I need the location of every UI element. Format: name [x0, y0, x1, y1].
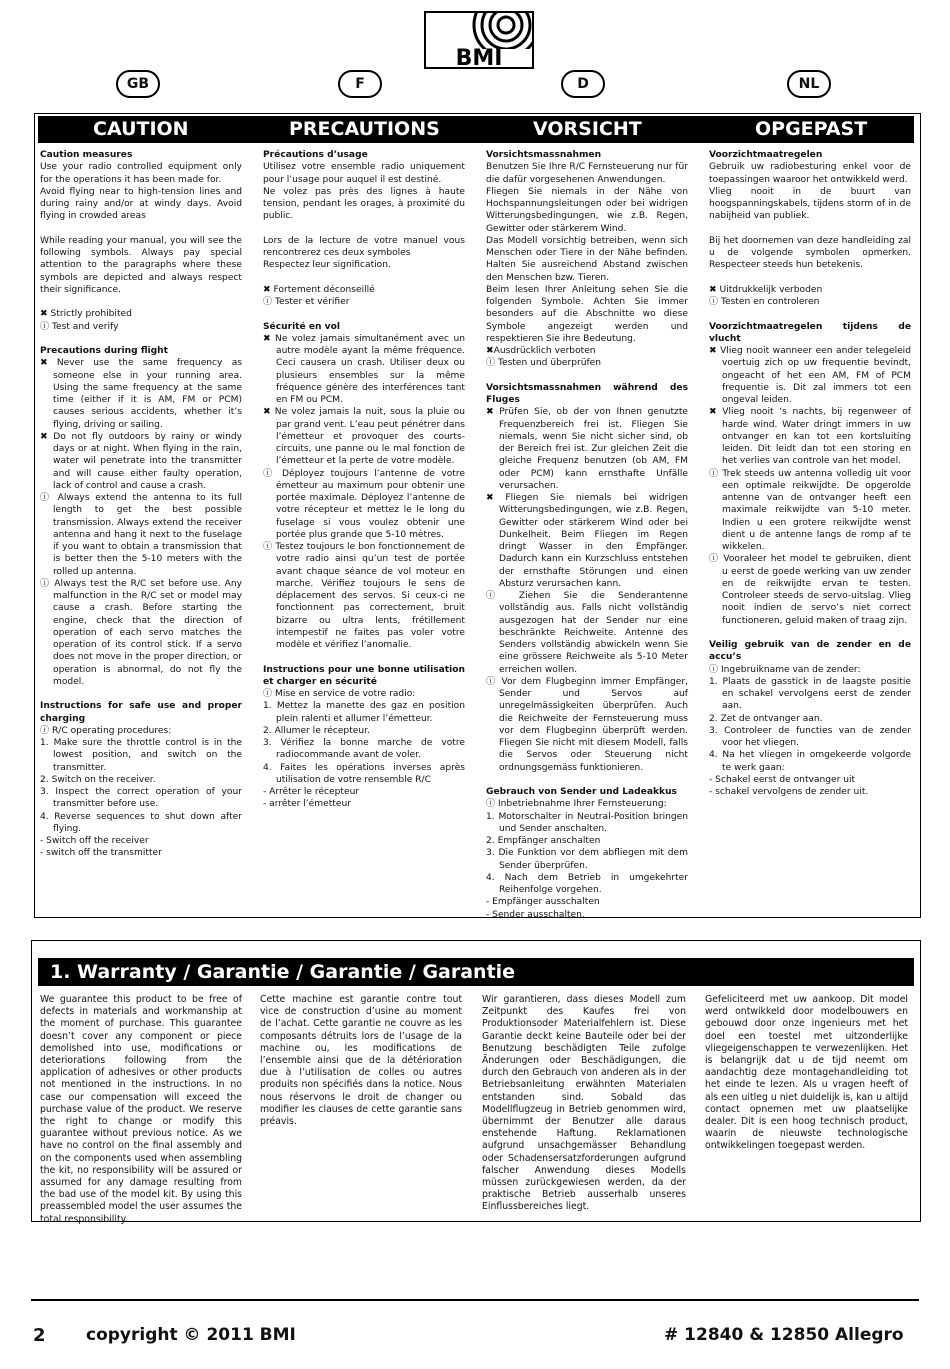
paragraph: ✖ Strictly prohibited — [40, 309, 132, 320]
paragraph: - Switch off the receiver — [40, 836, 149, 846]
header-caution: CAUTION — [93, 118, 189, 140]
footer-rule — [31, 1299, 919, 1301]
paragraph: Vlieg nooit in de buurt van hoogspanningskabels, tijdens storm of in de nabijheid van publiek. — [709, 186, 911, 222]
section-heading: Précautions d’usage — [263, 150, 368, 160]
paragraph: Beim lesen Ihrer Anleitung sehen Sie die folgenden Symbole. Achten Sie immer besonders auf die Abschnitte wo diese Symbole angezeigt werden und respektieren Sie ihre Bedeutung. — [486, 284, 688, 344]
paragraph: ✖ Ne volez jamais la nuit, sous la pluie ou par grand vent. L’eau peut pénétrer dans l’émetteur et provoquer des courts-circuits, une panne ou le mal fonction de l’émetteur et la perte de votre modèle. — [263, 407, 465, 467]
paragraph: ⓘ Mise en service de votre radio: — [263, 689, 416, 699]
paragraph: ⓘ Testen en controleren — [709, 297, 820, 307]
spacer — [40, 333, 242, 345]
paragraph: 3. Controleer de functies van de zender voor het vliegen. — [709, 725, 911, 748]
section-heading: Voorzichtmaatregelen — [709, 150, 823, 160]
paragraph: 4. Reverse sequences to shut down after flying. — [40, 811, 242, 834]
paragraph: 3. Inspect the correct operation of your transmitter before use. — [40, 787, 242, 810]
paragraph: ⓘ Inbetriebnahme Ihrer Fernsteuerung: — [486, 799, 667, 810]
paragraph: Respectez leur signification. — [263, 260, 391, 271]
paragraph: ⓘ Ziehen Sie die Senderantenne vollständig aus. Falls nicht vollständig ausgezogen hat der Sender nur eine beschränkte Reichweite. Antenne des Senders vollständig abwickeln wenn Sie eine grössere Reichweite als 5-10 Meter erreichen wollen. — [486, 591, 688, 675]
bmi-logo — [424, 11, 534, 69]
page-number: 2 — [33, 1325, 46, 1346]
spacer — [709, 627, 911, 639]
paragraph: ⓘ Always test the R/C set before use. Any malfunction in the R/C set or model may cause a crash. Before starting the engine, check that the direction of operation of each servo matches the operation of its control stick. If a servo does not move in the proper direction, or operation is abnormal, do not fly the model. — [40, 578, 242, 687]
paragraph: - switch off the transmitter — [40, 848, 162, 859]
header-precautions: PRECAUTIONS — [289, 118, 440, 140]
section-heading: Sécurité en vol — [263, 321, 340, 332]
lang-badge-gb: GB — [116, 70, 160, 98]
paragraph: 1. Mettez la manette des gaz en position plein ralenti et allumer l’émetteur. — [263, 701, 465, 724]
spacer — [486, 774, 688, 786]
paragraph: ⓘ Testen und überprüfen — [486, 358, 602, 369]
section-heading: Gebrauch von Sender und Ladeakkus — [486, 787, 677, 797]
lang-badge-f: F — [338, 70, 382, 98]
paragraph: ✖ Fortement déconseillé — [263, 284, 375, 295]
paragraph: Avoid flying near to high-tension lines and during rainy and/or at windy days. Avoid flying in crowded areas — [40, 186, 242, 222]
spacer — [40, 296, 242, 308]
paragraph: ✖ Uitdrukkelijk verboden — [709, 284, 823, 295]
paragraph: Use your radio controlled equipment only for the operations it has been made for. — [40, 162, 242, 185]
paragraph: ✖ Prüfen Sie, ob der von Ihnen genutzte Frequenzbereich frei ist. Fliegen Sie niemals, wenn Sie nicht sicher sind, ob der Bereich frei ist. Zur gleichen Zeit die gleiche Frequenz benutzen (ob AM, FM oder PCM) kann ernsthafte Unfälle verursachen. — [486, 407, 688, 491]
paragraph: - arrêter l’émetteur — [263, 799, 351, 810]
paragraph: 3. Die Funktion vor dem abfliegen mit dem Sender überprüfen. — [486, 848, 688, 871]
spacer — [40, 223, 242, 235]
paragraph: ⓘ Vooraleer het model te gebruiken, dient u eerst de goede werking van uw zender en de reikwijdte ervan te testen. Controleer steeds de servo-uitslag. Vlieg nooit indien de servo’s niet correct functioneren, geluid maken of traag zijn. — [709, 554, 911, 626]
warranty-text-german: Wir garantieren, dass dieses Modell zum Zeitpunkt des Kaufes frei von Produktionsoder Materialfehlern ist. Diese Garantie deckt keine Bauteile oder bei der Benutzung beschädigten Teile zufolge Änderungen oder Beschädigungen, die durch den Gebrauch von anderen als in der Betriebsanleitung erwähnten Materialen entstanden sind. Sobald das Modellflugzeug in Betrieb genommen wird, übernimmt der Benutzer alle daraus enstehende Haftung. Reklamationen aufgrund unsachgemässer Behandlung oder Schadensersatzforderungen aufgrund falscher Anwendung dieses Modells müssen zurückgewiesen werden, da der praktische Betrieb ausserhalb unseres Einflussbereiches liegt. — [482, 994, 686, 1213]
copyright-text: copyright © 2011 BMI — [86, 1325, 296, 1345]
paragraph: ⓘ Déployez toujours l’antenne de votre émetteur au maximum pour obtenir une portée maximale. Déployez l’antenne de votre récepteur et mettez le le long du fuselage si vous voulez obtenir une portée plus grande que 5-10 mètres. — [263, 468, 465, 540]
paragraph: ⓘ R/C operating procedures: — [40, 725, 172, 736]
paragraph: ✖ Never use the same frequency as someone else in your running area. Using the same frequency at the same time (either if it is AM, FM or PCM) causes serious accidents, whether it’s flying, driving or sailing. — [40, 358, 242, 430]
paragraph: Gebruik uw radiobesturing enkel voor de toepassingen waaroor het ontwikkeld werd. — [709, 162, 911, 185]
paragraph: 1. Make sure the throttle control is in the lowest position, and switch on the transmitter. — [40, 738, 242, 773]
warranty-text-english: We guarantee this product to be free of defects in materials and workmanship at the moment of purchase. This guarantee doesn’t cover any component or piece demolished into use, modifications or deteriorations following from the application of adhesives or other products not mentioned in the instructions. In no case our compensation will exceed the purchase value of the product. We reserve the right to change or modify this guarantee without previous notice. As we have no control on the final assembly and on the components used when assembling the kit, no responsibility will be assured or assumed for any damage resulting from the bad use of the model kit. By using this preassembled model the user assumes the total responsibility. — [40, 994, 242, 1225]
section-heading: Vorsichtsmassnahmen — [486, 150, 602, 160]
paragraph: Benutzen Sie Ihre R/C Fernsteuerung nur für die dafür vorgesehenen Anwendungen. — [486, 162, 688, 185]
caution-header-bar — [38, 116, 914, 143]
paragraph: - Arrêter le récepteur — [263, 787, 360, 797]
section-heading: Veilig gebruik van de zender en de accu’s — [709, 640, 911, 663]
paragraph: ⓘ Tester et vérifier — [263, 297, 350, 307]
spacer — [263, 651, 465, 663]
paragraph: 1. Motorschalter in Neutral-Position bringen und Sender anschalten. — [486, 811, 688, 834]
paragraph: ⓘ Trek steeds uw antenna volledig uit voor een optimale reikwijdte. De opgerolde antenne van de ontvanger heeft een maximale reikwijdte van 5-10 meter. Indien u een grotere reikwijdte wenst dient u de antenne langs de romp af te wikkelen. — [709, 468, 911, 552]
paragraph: Utilisez votre ensemble radio uniquement pour l’usage pour auquel il est destiné. — [263, 162, 465, 185]
paragraph: 2. Empfänger anschalten — [486, 836, 601, 846]
paragraph: 3. Vérifiez la bonne marche de votre radiocommande avant de voler. — [263, 738, 465, 761]
paragraph: 4. Nach dem Betrieb in umgekehrter Reihenfolge vorgehen. — [486, 872, 688, 895]
spacer — [709, 272, 911, 284]
spacer — [709, 308, 911, 320]
spacer — [263, 272, 465, 284]
paragraph: 4. Faites les opérations inverses après utilisation de votre rensemble R/C — [263, 762, 465, 785]
lang-badge-nl: NL — [787, 70, 831, 98]
column-dutch — [709, 149, 911, 798]
paragraph: ✖ Do not fly outdoors by rainy or windy days or at night. When flying in the rain, water wil penetrate into the transmitter and will cause either faulty operation, lack of control and cause a crash. — [40, 431, 242, 491]
spacer — [486, 370, 688, 382]
paragraph: - schakel vervolgens de zender uit. — [709, 787, 869, 797]
column-french — [263, 149, 465, 811]
spacer — [709, 223, 911, 235]
section-heading: Voorzichtmaatregelen tijdens de vlucht — [709, 321, 911, 344]
paragraph: Das Modell vorsichtig betreiben, wenn sich Menschen oder Tiere in der Nähe befinden. Halten Sie ausreichend Abstand zwischen den Menschen bzw. Tieren. — [486, 235, 688, 283]
paragraph: 2. Switch on the receiver. — [40, 774, 156, 785]
paragraph: 2. Allumer le récepteur. — [263, 725, 370, 736]
paragraph: ✖ Fliegen Sie niemals bei widrigen Witterungsbedingungen, wie z.B. Regen, Gewitter oder stärkerem Wind oder bei Dunkelheit. Beim Fliegen im Regen dringt Wasser in den Empfänger. Dadurch kann ein Kurzschluss entstehen der ernsthafte Störungen und einen Absturz verursachen kann. — [486, 493, 688, 589]
paragraph: ⓘ Test and verify — [40, 321, 119, 332]
header-vorsicht: VORSICHT — [533, 118, 642, 140]
column-english — [40, 149, 242, 860]
spacer — [40, 688, 242, 700]
section-heading: Instructions pour une bonne utilisation et charger en sécurité — [263, 664, 465, 687]
section-heading: Vorsichtsmassnahmen während des Fluges — [486, 382, 688, 405]
logo-text: BMI — [455, 46, 503, 69]
warranty-text-dutch: Gefeliciteerd met uw aankoop. Dit model werd ontwikkeld door modelbouwers en gebouwd door onze ingenieurs met het doel een toestel met uitzonderlijke vliegeigenschappen te verwezenlijken. Het is belangrijk dat u de tijd neemt om aandachtig deze montagehandleiding tot het einde te lezen. Als u vragen heeft of als een uitleg u niet duidelijk is, kan u altijd contact opnemen met uw plaatselijke dealer. Dit is een hoog technisch product, waarin de nieuwste technologische ontwikkelingen toegepast werden. — [705, 994, 908, 1152]
paragraph: - Schakel eerst de ontvanger uit — [709, 774, 856, 785]
paragraph: While reading your manual, you will see the following symbols. Always pay special attention to the paragraphs where these symbols are depicted and always respect their significance. — [40, 235, 242, 295]
section-heading: Instructions for safe use and proper charging — [40, 701, 242, 724]
lang-badge-d: D — [561, 70, 605, 98]
paragraph: - Empfänger ausschalten — [486, 897, 600, 908]
paragraph: 2. Zet de ontvanger aan. — [709, 713, 823, 724]
paragraph: Fliegen Sie niemals in der Nähe von Hochspannungsleitungen oder bei widrigen Witterungsbedingungen, wie z.B. Regen, Gewitter oder stärkerem Wind. — [486, 186, 688, 234]
paragraph: ✖ Vlieg nooit ‘s nachts, bij regenweer of harde wind. Water dringt immers in uw ontvanger en kan tot een kortsluiting leiden. Dit leidt dan tot een storing en het verlies van controle van het model. — [709, 407, 911, 467]
warranty-text-french: Cette machine est garantie contre tout vice de construction d’usine au moment de l’achat. Cette garantie ne couvre as les composants détruits lors de l’usage de la machine ou, les modifications de l’ensemble ainsi que de la détérioration due à l’utilisation de colles ou autres produits non spécifiés dans la notice. Nous nous réservons le droit de changer ou modifier les clauses de cette garantie sans préavis. — [260, 994, 462, 1128]
header-opgepast: OPGEPAST — [755, 118, 868, 140]
paragraph: ⓘ Always extend the antenna to its full length to get the best possible transmission. Always extend the receiver antenna and hang it next to the fuselage if you want to obtain a transmission that is better then the 5-10 meters with the rolled up antenna. — [40, 493, 242, 577]
paragraph: 1. Plaats de gasstick in de laagste positie en schakel vervolgens eerst de zender aan. — [709, 676, 911, 712]
paragraph: ⓘ Testez toujours le bon fonctionnement de votre radio ainsi qu’un test de portée avant chaque séance de vol moteur en marche. Vérifiez toujours le sens de déplacement des servos. Si ceux-ci ne fonctionnent pas correctement, bruit bizarre ou ultra lents, frétillement intempestif ne faites pas voler votre modèle et vérifiez l’anomalie. — [263, 542, 465, 650]
paragraph: ⓘ Vor dem Flugbeginn immer Empfänger, Sender und Servos auf unregelmässigkeiten überprüfen. Auch die Reichweite der Fernsteuerung muss vor dem Flugbeginn überprüft werden. Fliegen Sie nicht mit diesem Modell, falls die Servos oder Steuerung nicht ordnungsgemäss funktionieren. — [486, 676, 688, 773]
spacer — [263, 308, 465, 320]
paragraph: Ne volez pas près des lignes à haute tension, pendant les orages, à proximité du public. — [263, 186, 465, 222]
spacer — [263, 223, 465, 235]
paragraph: ✖Ausdrücklich verboten — [486, 346, 596, 356]
section-heading: Precautions during flight — [40, 346, 169, 356]
paragraph: ✖ Ne volez jamais simultanément avec un autre modèle ayant la même fréquence. Ceci causera un crash. Utiliser deux ou plusieurs ensembles sur la même fréquence génère des interférences tant en FM ou PCM. — [263, 333, 465, 405]
paragraph: - Sender ausschalten. — [486, 909, 585, 920]
model-number: # 12840 & 12850 Allegro — [664, 1325, 904, 1345]
paragraph: ✖ Vlieg nooit wanneer een ander telegeleid voertuig zich op uw frequentie bevindt, ongeacht of het een AM, FM of PCM frequentie is. Dit zal immers tot een ongeval leiden. — [709, 346, 911, 405]
paragraph: Lors de la lecture de votre manuel vous rencontrerez ces deux symboles — [263, 235, 465, 258]
section-heading: Caution measures — [40, 150, 133, 160]
warranty-title: 1. Warranty / Garantie / Garantie / Garantie — [38, 958, 914, 986]
paragraph: ⓘ Ingebruikname van de zender: — [709, 664, 861, 675]
paragraph: Bij het doornemen van deze handleiding zal u de volgende symbolen opmerken. Respecteer steeds hun betekenis. — [709, 235, 911, 271]
paragraph: 4. Na het vliegen in omgekeerde volgorde te werk gaan: — [709, 750, 911, 773]
column-german — [486, 149, 688, 921]
